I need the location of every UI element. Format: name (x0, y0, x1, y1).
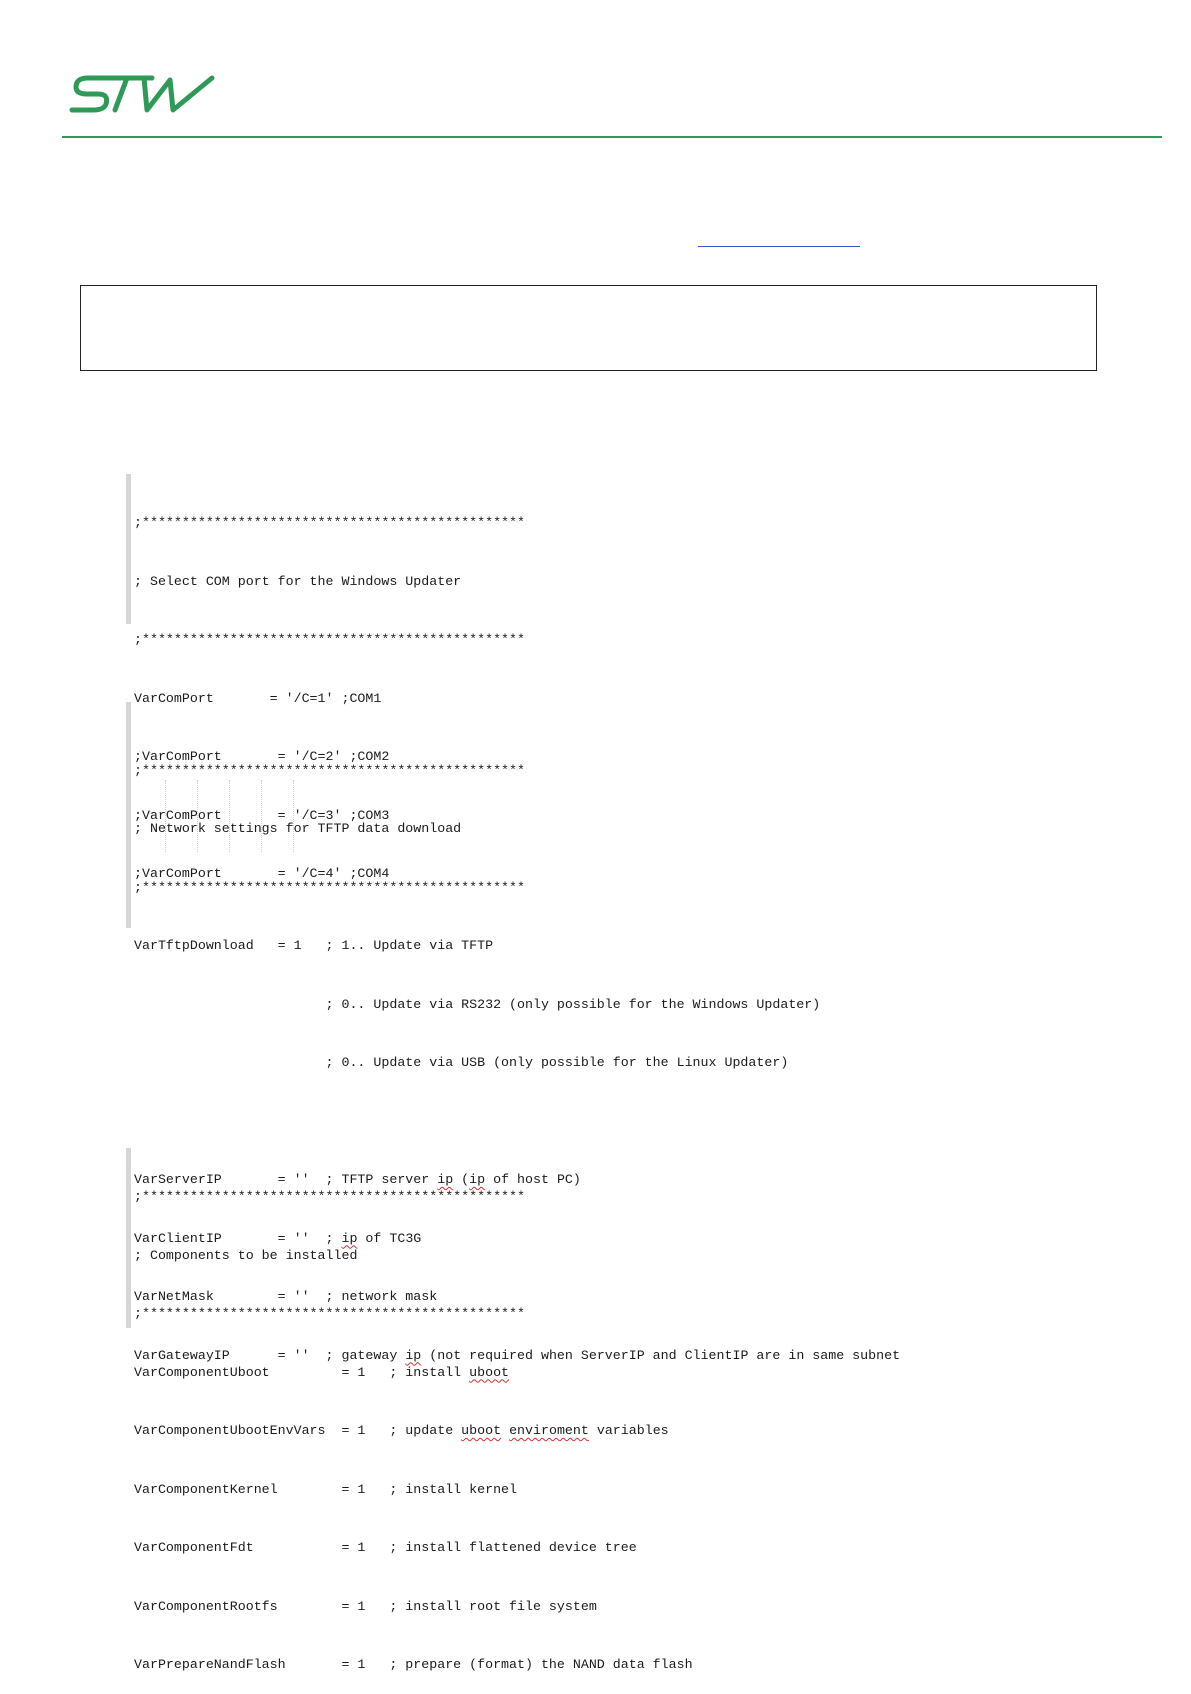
indent-guide (165, 780, 166, 852)
code-text: (not required when ServerIP and ClientIP are in same subnet (421, 1347, 901, 1363)
code-text: variables (588, 1423, 669, 1438)
spellcheck-word: ip (469, 1172, 486, 1187)
code-text: VarComponentUbootEnvVars = 1 ; update (134, 1423, 462, 1438)
code-line: ; 0.. Update via USB (only possible for the Linux Updater) (134, 1055, 789, 1070)
code-line: VarPrepareNandFlash = 1 ; prepare (format) the NAND data flash (134, 1657, 693, 1672)
indent-guide (197, 780, 198, 852)
code-line: ; 0.. Update via RS232 (only possible for the Windows Updater) (134, 996, 821, 1012)
code-text: of TC3G (357, 1230, 422, 1246)
spellcheck-word: uboot (469, 1364, 510, 1380)
indent-guides (139, 780, 309, 852)
code-line: ;************************************************ (134, 1189, 525, 1204)
code-blank-line (134, 1112, 900, 1132)
indent-guide (261, 780, 262, 852)
stw-logo-graphic (68, 70, 216, 118)
code-text: of host PC) (485, 1172, 581, 1187)
code-line: ; Network settings for TFTP data download (134, 821, 462, 836)
spellcheck-word: ip (437, 1172, 454, 1187)
indent-guide (293, 780, 294, 852)
header-divider (62, 136, 1162, 138)
code-text: VarClientIP = '' ; (134, 1230, 342, 1246)
code-line: ;VarComPort = '/C=2' ;COM2 (134, 749, 390, 764)
hyperlink-underline[interactable] (698, 246, 860, 247)
code-line: ;VarComPort = '/C=4' ;COM4 (134, 866, 390, 881)
code-line: VarComponentRootfs = 1 ; install root file system (134, 1598, 597, 1614)
code-text: VarComponentUboot = 1 ; install (134, 1364, 470, 1380)
code-line: VarComPort = '/C=1' ;COM1 (134, 690, 382, 706)
code-line: ; Components to be installed (134, 1247, 358, 1263)
code-line: VarTftpDownload = 1 ; 1.. Update via TFTP (134, 938, 494, 953)
code-line: VarComponentFdt = 1 ; install flattened device tree (134, 1540, 637, 1555)
spellcheck-word: ip (341, 1230, 358, 1246)
code-line (134, 1363, 693, 1383)
code-line (134, 1421, 693, 1441)
note-box (80, 285, 1097, 371)
code-line: VarComponentKernel = 1 ; install kernel (134, 1481, 518, 1497)
code-line: ;************************************************ (134, 515, 525, 530)
spellcheck-word: uboot (461, 1423, 502, 1438)
code-text: VarServerIP = '' ; TFTP server (134, 1172, 438, 1187)
code-line: ;************************************************ (134, 762, 525, 778)
spellcheck-word: enviroment (509, 1423, 589, 1438)
indent-guide (229, 780, 230, 852)
code-line: ;VarComPort = '/C=3' ;COM3 (134, 807, 390, 823)
code-line: ;************************************************ (134, 879, 525, 895)
code-text: VarGatewayIP = '' ; gateway (134, 1347, 406, 1363)
code-line: ;************************************************ (134, 632, 525, 647)
code-line: ; Select COM port for the Windows Updater (134, 573, 462, 589)
code-text (501, 1423, 509, 1438)
spellcheck-word: ip (405, 1347, 422, 1363)
code-line: VarNetMask = '' ; network mask (134, 1289, 438, 1304)
code-text: ( (453, 1172, 470, 1187)
code-line: ;************************************************ (134, 1306, 525, 1321)
stw-logo (68, 70, 216, 118)
